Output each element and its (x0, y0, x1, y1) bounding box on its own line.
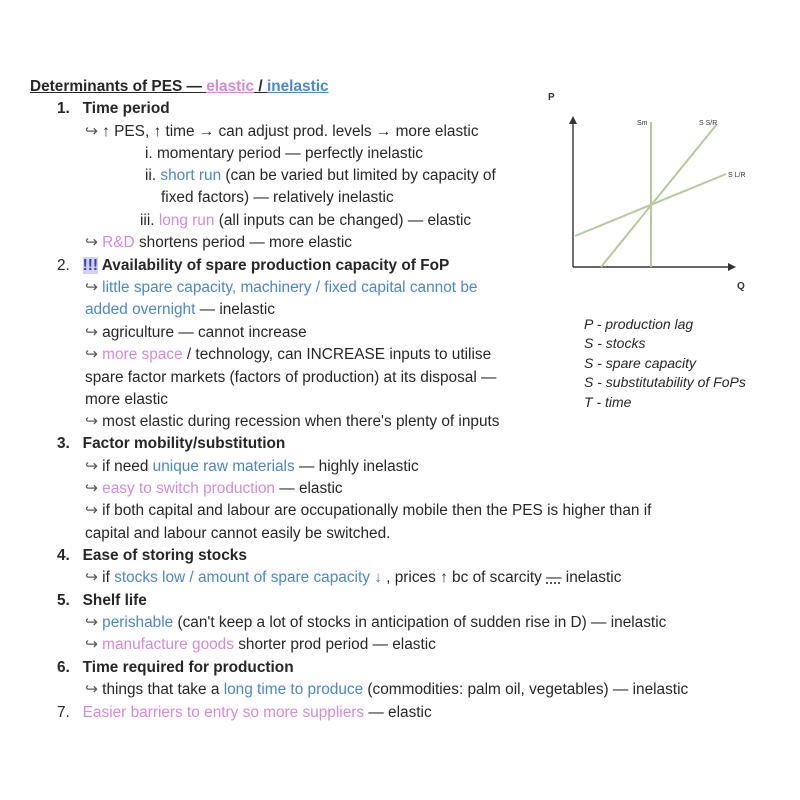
bullet-text: (commodities: palm oil, vegetables) — inelastic (363, 681, 689, 698)
bullet-text: capital and labour cannot easily be switched. (85, 525, 391, 542)
highlight-text: easy to switch production (97, 480, 275, 497)
bullet-text: , prices ↑ bc of scarcity (381, 569, 547, 586)
bullet-text: if both capital and labour are occupationally mobile then the PES is higher than if (97, 502, 652, 519)
arrow-icon: ↪ (85, 324, 98, 341)
title-elastic: elastic (206, 78, 255, 95)
dash-text: — (546, 569, 562, 586)
sub-item (140, 211, 471, 231)
curve-short-run (601, 124, 717, 267)
heading-text: Time period (82, 100, 170, 117)
highlight-text: Easier barriers to entry so more suppliers (82, 704, 365, 721)
arrow-icon: ↪ (85, 413, 98, 430)
arrow-icon: ↪ (85, 614, 98, 631)
item-number: 5. (57, 592, 70, 609)
bullet-text: inelastic (561, 569, 622, 586)
item-number: 3. (57, 435, 70, 452)
curve-label-ssr: S S/R (699, 120, 718, 127)
legend-item: P - production lag (584, 316, 694, 332)
arrow-icon: ↪ (85, 636, 98, 653)
heading-text: Shelf life (82, 592, 147, 609)
bullet-text: — highly inelastic (294, 458, 419, 475)
sub-item-prefix: ii. (145, 167, 161, 184)
bullet-line (85, 278, 477, 298)
bullet-line (85, 568, 621, 588)
highlight-text: unique raw materials (152, 458, 295, 475)
highlight-text: added overnight (85, 301, 196, 318)
x-axis-label: Q (737, 281, 745, 292)
bullet-text: more elastic (85, 391, 168, 408)
bullet-text: spare factor markets (factors of production) at its disposal — (85, 369, 497, 386)
bullet-text: (can't keep a lot of stocks in anticipation of sudden rise in D) — inelastic (173, 614, 667, 631)
bullet-text: — elastic (275, 480, 343, 497)
item-number: 4. (57, 547, 70, 564)
heading-text: Factor mobility/substitution (82, 435, 286, 452)
legend-item: S - stocks (584, 335, 646, 351)
item-number: 6. (57, 659, 70, 676)
sub-item (145, 144, 423, 164)
highlight-text: stocks low / amount of spare capacity ↓ (114, 569, 382, 586)
heading-time-period (57, 99, 170, 119)
bullet-line (85, 501, 651, 521)
heading-shelf-life (57, 591, 147, 611)
highlight-text: manufacture goods (97, 636, 234, 653)
sub-item-text: (all inputs can be changed) — elastic (214, 212, 472, 229)
legend-item: T - time (584, 394, 632, 410)
arrow-icon: ↪ (85, 279, 98, 296)
arrow-icon: ↪ (85, 480, 98, 497)
bullet-text: if (97, 569, 115, 586)
item-number: 7. (57, 704, 70, 721)
sub-item-text: i. momentary period — perfectly inelastic (145, 145, 423, 162)
bullet-line (85, 635, 436, 655)
arrow-icon: ↪ (85, 681, 98, 698)
bullet-text: if need (97, 458, 153, 475)
bullet-text: ↑ PES, ↑ time → can adjust prod. levels → more elastic (97, 123, 479, 140)
bullet-line (85, 122, 479, 142)
sub-item (145, 166, 496, 186)
arrow-icon: ↪ (85, 234, 98, 251)
bullet-text: most elastic during recession when there's plenty of inputs (97, 413, 500, 430)
highlight-text: long time to produce (223, 681, 364, 698)
y-axis-arrow-icon (569, 116, 577, 124)
bullet-text: / technology, can INCREASE inputs to utilise (182, 346, 492, 363)
arrow-icon: ↪ (85, 346, 98, 363)
bullet-line-continued (85, 300, 275, 320)
exclamation-highlight: !!! (82, 257, 99, 274)
sub-item-text: (can be varied but limited by capacity of (221, 167, 496, 184)
heading-text: Availability of spare production capacity of FoP (98, 257, 450, 274)
curve-label-slr: S L/R (728, 172, 746, 179)
bullet-line (85, 680, 688, 700)
heading-text: Ease of storing stocks (82, 547, 247, 564)
item-number: 2. (57, 257, 70, 274)
sub-item-prefix: iii. (140, 212, 159, 229)
y-axis-label: P (548, 92, 555, 103)
bullet-text: agriculture — cannot increase (97, 324, 307, 341)
arrow-icon: ↪ (85, 458, 98, 475)
heading-storing-stocks (57, 546, 247, 566)
bullet-line (85, 233, 352, 253)
sub-item-text: fixed factors) — relatively inelastic (161, 189, 394, 206)
x-axis-arrow-icon (728, 263, 736, 271)
bullet-text: things that take a (97, 681, 224, 698)
page-title (30, 77, 329, 97)
bullet-text: — elastic (364, 704, 432, 721)
bullet-text: shorter prod period — elastic (233, 636, 436, 653)
bullet-line (85, 613, 666, 633)
arrow-icon: ↪ (85, 569, 98, 586)
title-slash: / (254, 78, 267, 95)
item-barriers-to-entry (57, 703, 432, 723)
bullet-line (85, 479, 343, 499)
bullet-line (85, 323, 307, 343)
bullet-text: — inelastic (195, 301, 275, 318)
heading-factor-mobility (57, 434, 285, 454)
highlight-text: more space (97, 346, 183, 363)
bullet-line (85, 345, 491, 365)
bullet-line-continued (85, 368, 496, 388)
highlight-text: R&D (97, 234, 135, 251)
legend-item: S - substitutability of FoPs (584, 374, 746, 390)
heading-spare-capacity (57, 256, 449, 276)
bullet-line (85, 412, 500, 432)
highlight-text: little spare capacity, machinery / fixed capital cannot be (97, 279, 478, 296)
supply-graph (538, 86, 758, 296)
bullet-line-continued (85, 390, 168, 410)
bullet-text: shortens period — more elastic (134, 234, 352, 251)
title-main: Determinants of PES — (30, 78, 207, 95)
arrow-icon: ↪ (85, 123, 98, 140)
bullet-line-continued (85, 524, 390, 544)
highlight-text: perishable (97, 614, 174, 631)
item-number: 1. (57, 100, 70, 117)
bullet-line (85, 457, 419, 477)
heading-text: Time required for production (82, 659, 294, 676)
heading-time-required (57, 658, 294, 678)
curve-label-sm: Sm (637, 120, 648, 127)
sub-item-continued (161, 188, 394, 208)
highlight-text: short run (160, 167, 222, 184)
highlight-text: long run (158, 212, 215, 229)
title-inelastic: inelastic (266, 78, 329, 95)
legend-item: S - spare capacity (584, 355, 697, 371)
arrow-icon: ↪ (85, 502, 98, 519)
